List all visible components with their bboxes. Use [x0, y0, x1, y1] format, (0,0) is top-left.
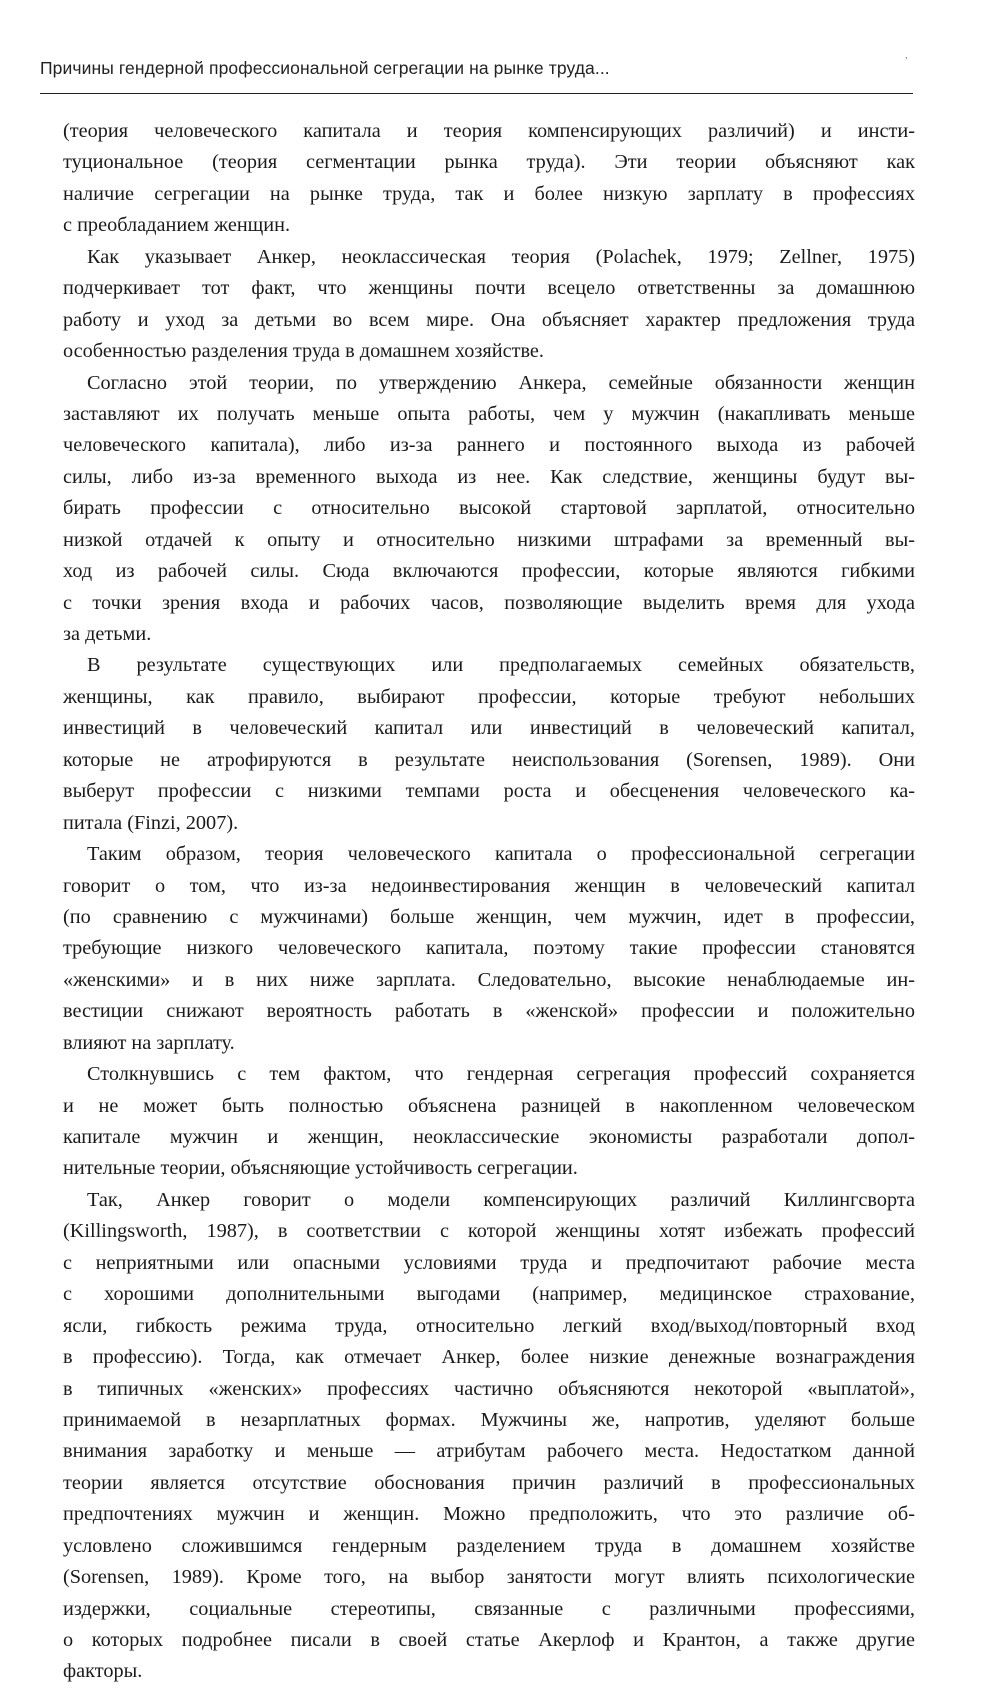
text-line: внимания заработку и меньше — атрибутам рабочего места. Недостатком данной	[63, 1440, 915, 1463]
text-line: в профессию). Тогда, как отмечает Анкер, более низкие денежные вознаграждения	[63, 1346, 915, 1369]
text-line: с хорошими дополнительными выгодами (например, медицинское страхование,	[63, 1283, 915, 1306]
text-line: туциональное (теория сегментации рынка труда). Эти теории объясняют как	[63, 151, 915, 174]
text-line: и не может быть полностью объяснена разницей в накопленном человеческом	[63, 1094, 915, 1117]
header-margin-mark: ʼ	[904, 56, 908, 67]
text-line: женщины, как правило, выбирают профессии, которые требуют небольших	[63, 685, 915, 708]
text-line: предпочтениях мужчин и женщин. Можно предположить, что это различие об-	[63, 1503, 915, 1526]
text-line: Так, Анкер говорит о модели компенсирующих различий Киллингсворта	[87, 1188, 915, 1211]
header-rule	[40, 93, 913, 94]
text-line: наличие сегрегации на рынке труда, так и более низкую зарплату в профессиях	[63, 182, 915, 205]
text-line: с неприятными или опасными условиями труда и предпочитают рабочие места	[63, 1251, 915, 1274]
text-line: Как указывает Анкер, неоклассическая теория (Polachek, 1979; Zellner, 1975)	[87, 245, 915, 268]
text-line: говорит о том, что из-за недоинвестирования женщин в человеческий капитал	[63, 874, 915, 897]
body-text	[63, 116, 915, 1688]
text-line: инвестиций в человеческий капитал или инвестиций в человеческий капитал,	[63, 717, 915, 740]
text-line: нительные теории, объясняющие устойчивость сегрегации.	[63, 1157, 578, 1180]
text-line: подчеркивает тот факт, что женщины почти всецело ответственны за домашнюю	[63, 277, 915, 300]
text-line: (Sorensen, 1989). Кроме того, на выбор занятости могут влиять психологические	[63, 1566, 915, 1589]
text-line: заставляют их получать меньше опыта работы, чем у мужчин (накапливать меньше	[63, 402, 915, 425]
text-line: низкой отдачей к опыту и относительно низкими штрафами за временный вы-	[63, 528, 915, 551]
text-line: вестиции снижают вероятность работать в «женской» профессии и положительно	[63, 1000, 915, 1023]
text-line: выберут профессии с низкими темпами роста и обесценения человеческого ка-	[63, 780, 915, 803]
text-line: (теория человеческого капитала и теория компенсирующих различий) и инсти-	[63, 120, 915, 142]
text-line: питала (Finzi, 2007).	[63, 811, 239, 834]
text-line: с преобладанием женщин.	[63, 214, 291, 237]
text-line: ясли, гибкость режима труда, относительно легкий вход/выход/повторный вход	[63, 1314, 915, 1337]
text-line: В результате существующих или предполагаемых семейных обязательств,	[87, 654, 915, 677]
text-line: бирать профессии с относительно высокой стартовой зарплатой, относительно	[63, 497, 915, 520]
text-line: (Killingsworth, 1987), в соответствии с которой женщины хотят избежать профессий	[63, 1220, 915, 1243]
text-line: Согласно этой теории, по утверждению Анкера, семейные обязанности женщин	[87, 371, 915, 394]
text-line: Таким образом, теория человеческого капитала о профессиональной сегрегации	[87, 843, 915, 866]
text-line: требующие низкого человеческого капитала, поэтому такие профессии становятся	[63, 937, 915, 960]
text-line: факторы.	[63, 1660, 143, 1683]
text-line: в типичных «женских» профессиях частично объясняются некоторой «выплатой»,	[63, 1377, 915, 1400]
text-line: работу и уход за детьми во всем мире. Она объясняет характер предложения труда	[63, 308, 915, 331]
text-line: силы, либо из-за временного выхода из нее. Как следствие, женщины будут вы-	[63, 465, 915, 488]
text-line: капитале мужчин и женщин, неоклассические экономисты разработали допол-	[63, 1126, 915, 1148]
text-line: за детьми.	[63, 623, 152, 645]
text-line: влияют на зарплату.	[63, 1031, 235, 1054]
text-line: «женскими» и в них ниже зарплата. Следовательно, высокие ненаблюдаемые ин-	[63, 968, 915, 991]
text-line: условлено сложившимся гендерным разделением труда в домашнем хозяйстве	[63, 1534, 915, 1557]
text-line: о которых подробнее писали в своей статье Акерлоф и Крантон, а также другие	[63, 1629, 915, 1651]
running-header-title: Причины гендерной профессиональной сегрегации на рынке труда...	[40, 58, 610, 78]
text-line: принимаемой в незарплатных формах. Мужчины же, напротив, уделяют больше	[63, 1408, 915, 1431]
text-line: (по сравнению с мужчинами) больше женщин, чем мужчин, идет в профессии,	[63, 905, 915, 928]
text-line: человеческого капитала), либо из-за раннего и постоянного выхода из рабочей	[63, 434, 915, 457]
text-line: которые не атрофируются в результате неиспользования (Sorensen, 1989). Они	[63, 748, 915, 771]
text-line: с точки зрения входа и рабочих часов, позволяющие выделить время для ухода	[63, 591, 915, 614]
text-line: Столкнувшись с тем фактом, что гендерная сегрегация профессий сохраняется	[87, 1063, 915, 1086]
text-line: ход из рабочей силы. Сюда включаются профессии, которые являются гибкими	[63, 560, 915, 583]
text-line: особенностью разделения труда в домашнем хозяйстве.	[63, 340, 544, 363]
text-line: теории является отсутствие обоснования причин различий в профессиональных	[63, 1471, 915, 1494]
text-line: издержки, социальные стереотипы, связанные с различными профессиями,	[63, 1597, 915, 1620]
